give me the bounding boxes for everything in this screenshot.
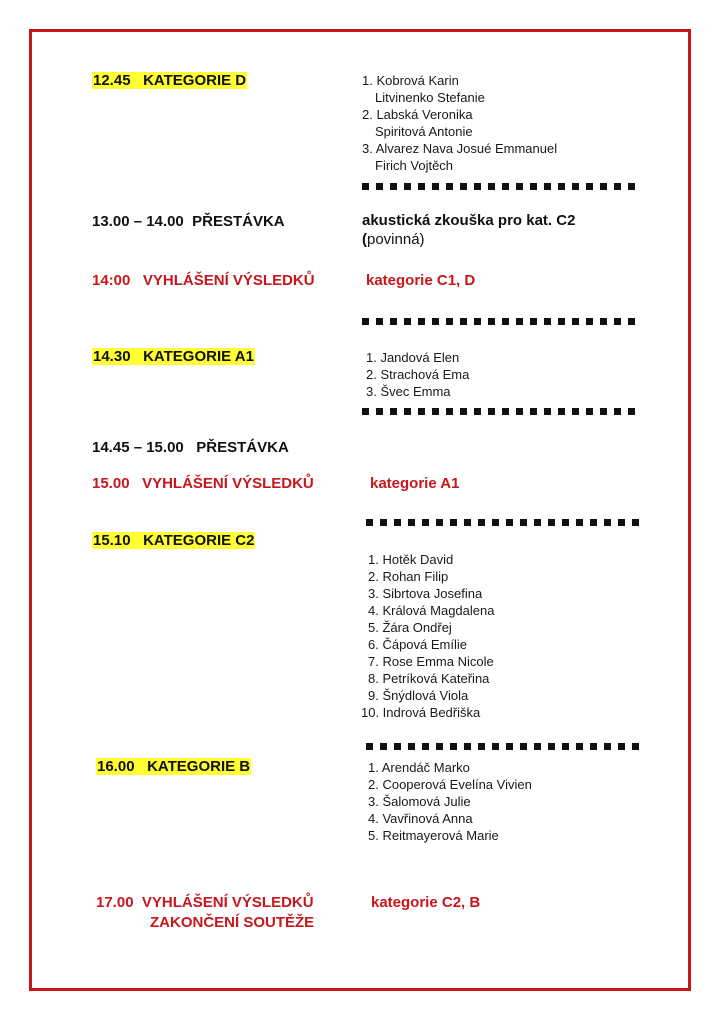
separator-dotted (362, 318, 639, 325)
time-14-00: 14:00 (92, 272, 131, 289)
detail-results-1: kategorie C1, D (366, 272, 476, 289)
list-item: 2. Cooperová Evelína Vivien (368, 777, 532, 792)
separator-dotted (366, 743, 640, 750)
heading-category-b (96, 758, 251, 775)
list-item: 3. Švec Emma (366, 384, 451, 399)
list-category-a1 (366, 349, 469, 400)
list-item: 6. Čápová Emílie (368, 637, 467, 652)
list-category-d (362, 72, 557, 174)
detail-results-3: kategorie C2, B (371, 894, 481, 911)
list-item: Firich Vojtěch (375, 158, 454, 173)
list-item: 1. Kobrová Karin (362, 73, 459, 88)
list-item: 4. Králová Magdalena (368, 603, 495, 618)
list-item: 1. Hotěk David (368, 552, 454, 567)
list-item: 1. Arendáč Marko (368, 760, 470, 775)
time-14-30: 14.30 (93, 348, 131, 365)
label-break-2: PŘESTÁVKA (196, 439, 289, 456)
list-item: Litvinenko Stefanie (375, 90, 485, 105)
heading-category-c2 (92, 532, 255, 549)
note-mandatory: povinná) (367, 231, 425, 248)
heading-break-1 (92, 213, 285, 230)
list-item: 7. Rose Emma Nicole (368, 654, 494, 669)
separator-dotted (362, 183, 639, 190)
list-item: 2. Rohan Filip (368, 569, 449, 584)
list-category-b (368, 759, 532, 844)
list-item: 10. Indrová Bedřiška (361, 705, 481, 720)
list-item: 8. Petríková Kateřina (368, 671, 490, 686)
time-17-00: 17.00 (96, 894, 134, 911)
list-item: 3. Sibrtova Josefina (368, 586, 483, 601)
note-acoustic-test (362, 211, 575, 249)
label-break-1: PŘESTÁVKA (192, 213, 285, 230)
detail-results-2: kategorie A1 (370, 475, 460, 492)
label-category-d: KATEGORIE D (143, 72, 247, 89)
label-category-b: KATEGORIE B (147, 758, 251, 775)
time-15-10: 15.10 (93, 532, 131, 549)
list-item: 3. Alvarez Nava Josué Emmanuel (362, 141, 558, 156)
label-results-2: VYHLÁŠENÍ VÝSLEDKŮ (142, 475, 314, 492)
label-results-1: VYHLÁŠENÍ VÝSLEDKŮ (142, 272, 315, 289)
time-14-45: 14.45 – 15.00 (92, 439, 184, 456)
list-item: 9. Šnýdlová Viola (368, 688, 469, 703)
list-item: 2. Strachová Ema (366, 367, 470, 382)
label-closing: ZAKONČENÍ SOUTĚŽE (150, 914, 315, 931)
list-item: 1. Jandová Elen (366, 350, 460, 365)
list-category-c2 (361, 551, 495, 721)
heading-break-2 (92, 439, 289, 456)
time-16-00: 16.00 (97, 758, 135, 775)
list-item: 5. Žára Ondřej (368, 620, 452, 635)
label-results-3: VYHLÁŠENÍ VÝSLEDKŮ (141, 894, 314, 911)
list-item: 2. Labská Veronika (362, 107, 473, 122)
list-item: 4. Vavřinová Anna (368, 811, 473, 826)
time-15-00: 15.00 (92, 475, 130, 492)
list-item: Spiritová Antonie (375, 124, 473, 139)
note-acoustic-test-bold: akustická zkouška pro kat. C2 (362, 212, 576, 229)
label-category-a1: KATEGORIE A1 (143, 348, 254, 365)
heading-category-d (92, 72, 247, 89)
note-paren: ( (362, 231, 367, 248)
page-border (29, 29, 691, 991)
heading-results-3 (96, 894, 314, 911)
heading-results-2 (92, 475, 314, 492)
time-13-00: 13.00 – 14.00 (92, 213, 184, 230)
label-category-c2: KATEGORIE C2 (143, 532, 255, 549)
heading-results-1 (92, 272, 315, 289)
separator-dotted (362, 408, 639, 415)
time-12-45: 12.45 (93, 72, 131, 89)
list-item: 5. Reitmayerová Marie (368, 828, 499, 843)
heading-category-a1 (92, 348, 255, 365)
list-item: 3. Šalomová Julie (368, 794, 471, 809)
separator-dotted (366, 519, 640, 526)
